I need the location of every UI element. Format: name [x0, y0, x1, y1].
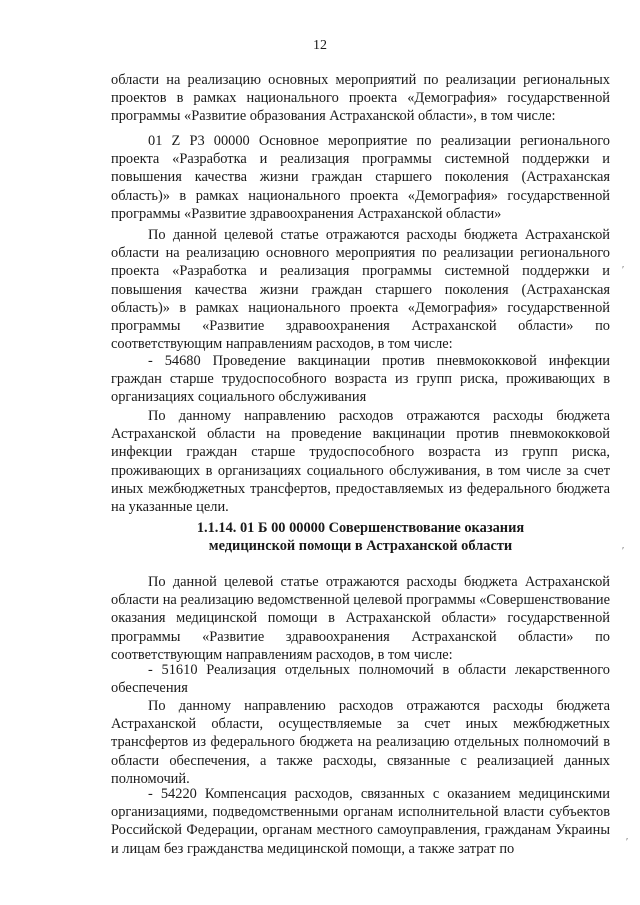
- paragraph-target-article-01B-description: По данной целевой статье отражаются расходы бюджета Астраханской области на реализацию ведомственной целевой программы «Совершенствование оказания медицинской помощи в Астраханской области» государственной программы «Развитие здравоохранения Астраханской области» по соответствующим направлениям расходов, в том числе:: [111, 574, 610, 663]
- margin-scan-mark: ′: [622, 265, 625, 276]
- paragraph-expense-54680: - 54680 Проведение вакцинации против пневмококковой инфекции граждан старше трудоспособного возраста из групп риска, проживающих в организациях социального обслуживания: [111, 353, 610, 406]
- section-heading-line-2: медицинской помощи в Астраханской области: [208, 538, 513, 555]
- margin-scan-mark: ′: [622, 546, 625, 557]
- paragraph-expense-51610: - 51610 Реализация отдельных полномочий в области лекарственного обеспечения: [111, 662, 610, 697]
- margin-scan-mark: ′: [626, 837, 629, 848]
- paragraph-expense-54220: - 54220 Компенсация расходов, связанных с оказанием медицинскими организациями, подведомственными органам исполнительной власти субъектов Российской Федерации, органам местного самоуправления, гражданам Украины и лицам без гражданства медицинской помощи, а также затрат по: [111, 786, 610, 857]
- section-heading-line-1: 1.1.14. 01 Б 00 00000 Совершенствование оказания: [196, 520, 525, 536]
- paragraph-intro-continuation: области на реализацию основных мероприятий по реализации региональных проектов в рамках национального проекта «Демография» государственной программы «Развитие образования Астраханской области», в том числе:: [111, 72, 610, 125]
- section-heading-1-1-14: [111, 519, 610, 555]
- paragraph-expense-51610-description: По данному направлению расходов отражаются расходы бюджета Астраханской области, осуществляемые за счет иных межбюджетных трансфертов из федерального бюджета на реализацию отдельных полномочий в области обеспечения, а также расходы, связанные с реализацией данных полномочий.: [111, 698, 610, 787]
- page-number: 12: [313, 38, 327, 53]
- paragraph-target-article-01ZP3: 01 Z Р3 00000 Основное мероприятие по реализации регионального проекта «Разработка и реализация программы системной поддержки и повышения качества жизни граждан старшего поколения (Астраханская область)» в рамках национального проекта «Демография» государственной программы «Развитие здравоохранения Астраханской области»: [111, 133, 610, 222]
- paragraph-target-article-description: По данной целевой статье отражаются расходы бюджета Астраханской области на реализацию основного мероприятия по реализации регионального проекта «Разработка и реализация программы системной поддержки и повышения качества жизни граждан старшего поколения (Астраханская область)» в рамках национального проекта «Демография» государственной программы «Развитие здравоохранения Астраханской области» по соответствующим направлениям расходов, в том числе:: [111, 227, 610, 353]
- paragraph-expense-54680-description: По данному направлению расходов отражаются расходы бюджета Астраханской области на проведение вакцинации против пневмококковой инфекции граждан старше трудоспособного возраста из групп риска, проживающих в организациях социального обслуживания, в том числе за счет иных межбюджетных трансфертов, предоставляемых из федерального бюджета на указанные цели.: [111, 408, 610, 516]
